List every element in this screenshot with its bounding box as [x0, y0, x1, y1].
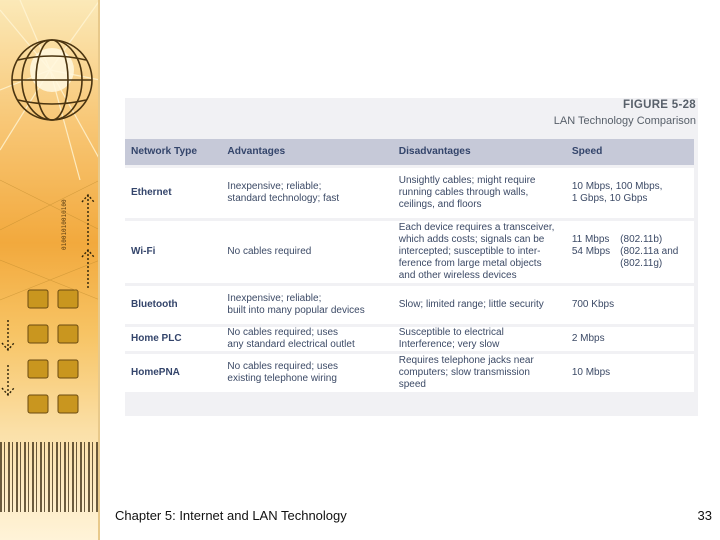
- cell-line: (802.11b): [620, 234, 663, 245]
- svg-text:01001010010100: 01001010010100: [61, 199, 68, 250]
- header-speed: Speed: [566, 139, 694, 165]
- cell-speed: [566, 354, 694, 392]
- cell-line: built into many popular devices: [227, 305, 365, 316]
- cell-line: 10 Mbps, 100 Mbps,: [571, 181, 663, 192]
- cell-speed: [566, 168, 694, 218]
- cell-line: and other wireless devices: [398, 270, 517, 281]
- cell-line: ceilings, and floors: [398, 199, 482, 210]
- wifi-speed-standards: [620, 234, 678, 270]
- cell-advantages: [221, 327, 392, 351]
- barcode-decoration: [0, 442, 100, 512]
- cell-line: computers; slow transmission: [398, 367, 530, 378]
- cell-line: Unsightly cables; might require: [398, 175, 536, 186]
- figure-label: FIGURE 5-28: [623, 99, 696, 111]
- banner-edge: [98, 0, 100, 540]
- cell-disadvantages: [393, 354, 566, 392]
- cell-line: No cables required: [227, 246, 312, 257]
- cell-line: speed: [398, 379, 426, 390]
- cell-line: 1 Gbps, 10 Gbps: [571, 193, 648, 204]
- cell-line: 54 Mbps: [571, 246, 611, 257]
- table-row: [125, 168, 694, 218]
- table-row: [125, 221, 694, 283]
- wifi-speed-group: [572, 234, 694, 270]
- decorative-banner: [0, 0, 100, 540]
- cell-advantages: [221, 221, 392, 283]
- table-row: [125, 327, 694, 351]
- cell-line: No cables required; uses: [227, 327, 339, 338]
- lan-comparison-figure: [125, 98, 698, 416]
- figure-heading: [554, 98, 696, 129]
- cell-advantages: [221, 354, 392, 392]
- cell-line: Susceptible to electrical: [398, 327, 504, 338]
- cell-line: Requires telephone jacks near: [398, 355, 534, 366]
- header-advantages: Advantages: [221, 139, 392, 165]
- cell-line: Interference; very slow: [398, 339, 500, 350]
- table-row: [125, 286, 694, 324]
- header-network-type: Network Type: [125, 139, 221, 165]
- cell-line: No cables required; uses: [227, 361, 339, 372]
- page-number: 33: [697, 508, 712, 523]
- wifi-speed-values: [572, 234, 610, 270]
- cell-line: which adds costs; signals can be: [398, 234, 545, 245]
- lan-comparison-table: [125, 136, 694, 395]
- cell-line: 11 Mbps: [571, 234, 610, 245]
- cell-network-type: Wi-Fi: [125, 221, 221, 283]
- cell-line: (802.11g): [620, 258, 663, 269]
- cell-speed: [566, 327, 694, 351]
- cell-line: Slow; limited range; little security: [398, 299, 544, 310]
- cell-line: Inexpensive; reliable;: [227, 181, 322, 192]
- cell-line: existing telephone wiring: [227, 373, 337, 384]
- cell-line: 2 Mbps: [571, 333, 605, 344]
- cell-disadvantages: [393, 168, 566, 218]
- cell-disadvantages: [393, 286, 566, 324]
- header-disadvantages: Disadvantages: [393, 139, 566, 165]
- cell-disadvantages: [393, 221, 566, 283]
- table-row: [125, 354, 694, 392]
- cell-network-type: Bluetooth: [125, 286, 221, 324]
- cell-line: ference from large metal objects: [398, 258, 542, 269]
- cell-line: standard technology; fast: [227, 193, 340, 204]
- cell-advantages: [221, 168, 392, 218]
- cell-line: Inexpensive; reliable;: [227, 293, 322, 304]
- cell-line: (802.11a and: [620, 246, 679, 257]
- cell-line: any standard electrical outlet: [227, 339, 355, 350]
- figure-title: LAN Technology Comparison: [553, 115, 696, 127]
- monitor-icon: [28, 290, 78, 413]
- table-header-row: [125, 139, 694, 165]
- cell-speed: [566, 286, 694, 324]
- cell-network-type: HomePNA: [125, 354, 221, 392]
- cell-advantages: [221, 286, 392, 324]
- cell-disadvantages: [393, 327, 566, 351]
- cell-line: intercepted; susceptible to inter-: [398, 246, 541, 257]
- cell-line: 700 Kbps: [571, 299, 615, 310]
- cell-speed: [566, 221, 694, 283]
- cell-line: 10 Mbps: [571, 367, 611, 378]
- chapter-footer: Chapter 5: Internet and LAN Technology: [115, 508, 347, 523]
- cell-network-type: Ethernet: [125, 168, 221, 218]
- cell-line: Each device requires a transceiver,: [398, 222, 555, 233]
- cell-line: running cables through walls,: [398, 187, 529, 198]
- cell-network-type: Home PLC: [125, 327, 221, 351]
